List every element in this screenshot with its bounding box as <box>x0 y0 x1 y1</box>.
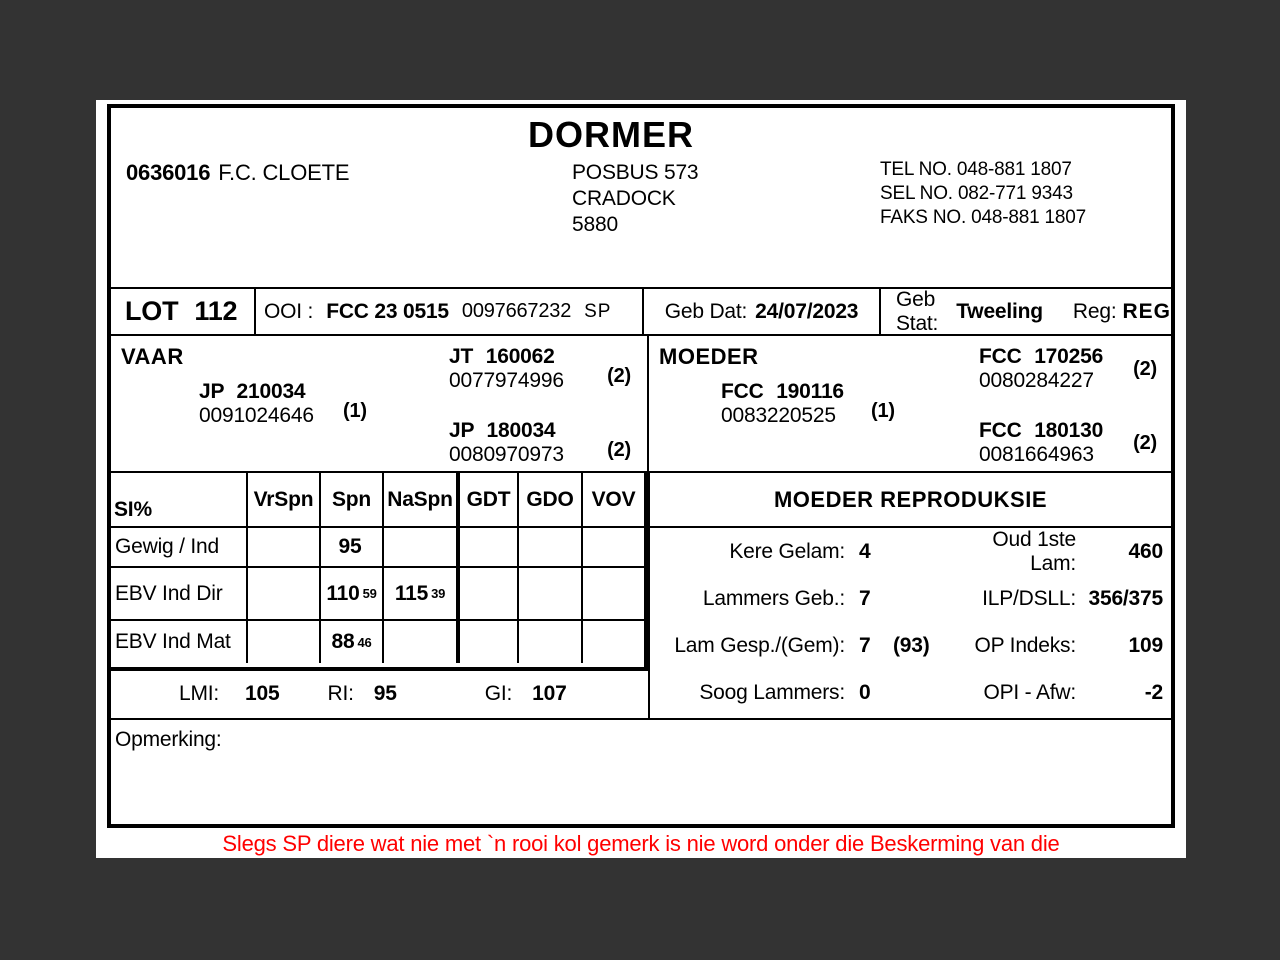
pedigree-section <box>111 334 1171 471</box>
rep-label: Lammers Geb.: <box>702 586 845 610</box>
birth-status-label: Geb Stat: <box>896 287 939 335</box>
rep-label: OP Indeks: <box>974 633 1076 657</box>
dam-granddam-tag: 0081664963 <box>979 443 1094 466</box>
sire-heading: VAAR <box>121 344 184 369</box>
rep-value: 7 <box>859 586 871 610</box>
sire-grandsire-generation: (2) <box>607 365 631 387</box>
si-cell <box>517 568 581 621</box>
ooi-label: OOI : <box>264 299 314 323</box>
reproduction-row <box>650 622 1171 669</box>
si-cell <box>456 621 517 663</box>
reproduction-row <box>650 669 1171 716</box>
si-cell <box>517 621 581 663</box>
rep-value: 356/375 <box>1088 586 1163 610</box>
si-cell <box>456 568 517 621</box>
sire-panel <box>111 336 649 471</box>
rep-value: 109 <box>1128 633 1163 657</box>
fax-number: FAKS NO. 048-881 1807 <box>880 207 1086 228</box>
rep-label: ILP/DSLL: <box>982 586 1076 610</box>
rep-label: OPI - Afw: <box>983 680 1076 704</box>
owner-name: F.C. CLOETE <box>218 160 350 185</box>
si-cell <box>456 528 517 568</box>
si-cell: 95 <box>319 528 382 568</box>
rep-value: 460 <box>1128 539 1163 563</box>
reg-label: Reg: <box>1072 299 1117 323</box>
si-col-header: SI% <box>111 473 246 528</box>
birth-status-cell <box>881 289 1171 334</box>
remarks-label: Opmerking: <box>115 728 222 751</box>
sire-block <box>199 380 314 428</box>
address-line: POSBUS 573 <box>572 161 699 184</box>
reg-value: REG <box>1122 299 1171 323</box>
sire-generation: (1) <box>343 400 367 422</box>
sire-grandsire-id: JT 160062 <box>449 345 555 368</box>
dam-heading: MOEDER <box>659 344 759 369</box>
reproduction-row <box>650 528 1171 575</box>
si-col-header: VOV <box>581 473 644 528</box>
si-cell <box>581 568 644 621</box>
breed-title: DORMER <box>528 114 694 155</box>
address-line: CRADOCK <box>572 187 676 210</box>
rep-label: Lam Gesp./(Gem): <box>674 633 845 657</box>
address-block <box>572 160 698 238</box>
lot-row <box>111 287 1171 334</box>
ooi-cell <box>256 289 644 334</box>
catalog-card <box>96 100 1186 858</box>
gi-label: GI: <box>484 681 513 705</box>
contact-block <box>880 158 1086 230</box>
dam-grandsire-tag: 0080284227 <box>979 369 1094 392</box>
rep-extra: (93) <box>893 633 930 657</box>
sire-granddam-generation: (2) <box>607 439 631 461</box>
si-cell <box>246 528 319 568</box>
si-cell: 88 46 <box>319 621 382 663</box>
dam-granddam-id: FCC 180130 <box>979 419 1104 442</box>
si-row-label: EBV Ind Mat <box>115 630 231 653</box>
si-cell: 110 59 <box>319 568 382 621</box>
dam-grandsire-id: FCC 170256 <box>979 345 1104 368</box>
performance-section <box>111 471 1171 718</box>
dam-block <box>721 380 844 428</box>
dam-grandsire-generation: (2) <box>1133 358 1157 380</box>
si-cell <box>246 621 319 663</box>
owner-line <box>126 160 349 186</box>
si-cell <box>517 528 581 568</box>
lmi-value: 105 <box>245 681 280 705</box>
sp-protection-notice: Slegs SP diere wat nie met `n rooi kol gemerk is nie word onder die Beskerming van die <box>222 831 1060 856</box>
si-cell <box>382 528 456 568</box>
si-col-header: NaSpn <box>382 473 456 528</box>
rep-label: Kere Gelam: <box>729 539 845 563</box>
cell-number: SEL NO. 082-771 9343 <box>880 183 1073 204</box>
si-col-header: VrSpn <box>246 473 319 528</box>
rep-value: -2 <box>1144 680 1163 704</box>
dam-generation: (1) <box>871 400 895 422</box>
birth-date-cell <box>644 289 881 334</box>
dam-id: FCC 190116 <box>721 380 844 403</box>
dam-granddam-generation: (2) <box>1133 432 1157 454</box>
lot-label: LOT <box>125 296 179 326</box>
rep-label: Oud 1ste Lam: <box>992 527 1076 575</box>
dam-granddam-block <box>979 419 1103 467</box>
si-cell: 115 39 <box>382 568 456 621</box>
sire-grandsire-block <box>449 345 564 393</box>
si-col-header: Spn <box>319 473 382 528</box>
si-panel <box>111 473 650 718</box>
sire-grandsire-tag: 0077974996 <box>449 369 564 392</box>
tel-number: TEL NO. 048-881 1807 <box>880 159 1072 180</box>
ri-label: RI: <box>327 681 354 705</box>
rep-value: 0 <box>859 680 871 704</box>
reproduction-row <box>650 575 1171 622</box>
rep-value: 7 <box>859 633 871 657</box>
si-cell <box>382 621 456 663</box>
birth-status-value: Tweeling <box>956 299 1043 323</box>
si-cell <box>581 528 644 568</box>
rep-value: 4 <box>859 539 871 563</box>
gi-value: 107 <box>532 681 567 705</box>
birth-date-label: Geb Dat: <box>664 299 748 323</box>
si-col-header: GDO <box>517 473 581 528</box>
sire-tag: 0091024646 <box>199 404 314 427</box>
si-row-label: Gewig / Ind <box>111 528 246 568</box>
si-table <box>111 473 648 671</box>
lot-number: 112 <box>194 296 238 326</box>
sire-id: JP 210034 <box>199 380 306 403</box>
dam-tag: 0083220525 <box>721 404 836 427</box>
card-frame <box>107 104 1175 828</box>
reproduction-panel <box>650 473 1171 718</box>
sire-granddam-tag: 0080970973 <box>449 443 564 466</box>
lmi-label: LMI: <box>179 681 220 705</box>
remarks-section <box>111 718 1171 824</box>
si-col-header: GDT <box>456 473 517 528</box>
rep-label: Soog Lammers: <box>699 680 845 704</box>
si-row-label: EBV Ind Dir <box>111 568 246 621</box>
sire-granddam-id: JP 180034 <box>449 419 556 442</box>
index-summary-row <box>111 671 648 716</box>
sire-granddam-block <box>449 419 564 467</box>
dam-panel <box>649 336 1171 471</box>
birth-date-value: 24/07/2023 <box>755 299 859 323</box>
dam-grandsire-block <box>979 345 1103 393</box>
ooi-suffix: SP <box>584 300 612 322</box>
ooi-tag-number: 0097667232 <box>461 300 572 322</box>
address-line: 5880 <box>572 213 618 236</box>
member-number: 0636016 <box>126 160 211 185</box>
lot-cell <box>111 289 256 334</box>
ri-value: 95 <box>373 681 397 705</box>
reproduction-title: MOEDER REPRODUKSIE <box>650 473 1171 528</box>
card-header <box>111 108 1171 287</box>
si-cell <box>246 568 319 621</box>
ooi-id: FCC 23 0515 <box>326 299 449 323</box>
si-cell <box>581 621 644 663</box>
